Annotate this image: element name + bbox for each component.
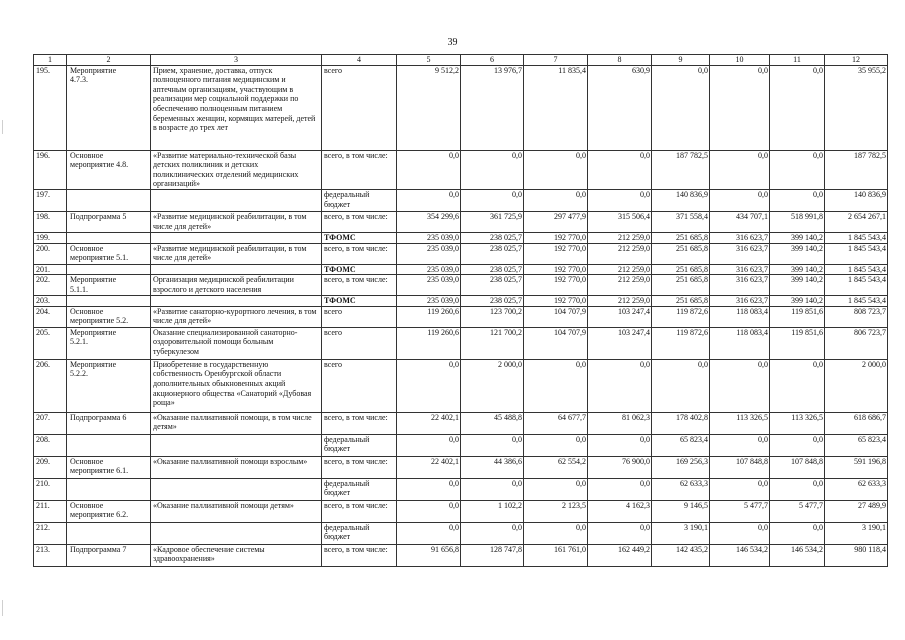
- value-col-11: 0,0: [770, 478, 825, 500]
- value-total: 2 000,0: [825, 359, 888, 412]
- table-row: [34, 544, 888, 566]
- row-number: 198.: [34, 211, 67, 232]
- row-number: 197.: [34, 189, 67, 211]
- value-col-9: 119 872,6: [652, 327, 710, 359]
- value-col-6: 44 386,6: [461, 456, 524, 478]
- value-col-8: 212 259,0: [588, 275, 652, 296]
- program-level: [67, 522, 151, 544]
- value-col-10: 316 623,7: [710, 264, 770, 275]
- value-col-10: 316 623,7: [710, 232, 770, 243]
- value-col-11: 0,0: [770, 522, 825, 544]
- row-number: 209.: [34, 456, 67, 478]
- value-col-11: 399 140,2: [770, 296, 825, 307]
- table-row: [34, 359, 888, 412]
- value-col-6: 0,0: [461, 478, 524, 500]
- value-col-11: 399 140,2: [770, 232, 825, 243]
- value-col-11: 119 851,6: [770, 327, 825, 359]
- value-col-10: 316 623,7: [710, 243, 770, 264]
- program-level: Мероприятие 5.1.1.: [67, 275, 151, 296]
- value-col-6: 2 000,0: [461, 359, 524, 412]
- value-total: 1 845 543,4: [825, 232, 888, 243]
- value-col-8: 212 259,0: [588, 232, 652, 243]
- value-col-8: 0,0: [588, 434, 652, 456]
- value-total: 1 845 543,4: [825, 296, 888, 307]
- value-col-7: 62 554,2: [524, 456, 588, 478]
- value-col-5: 235 039,0: [397, 275, 461, 296]
- table-row: [34, 478, 888, 500]
- value-col-6: 238 025,7: [461, 243, 524, 264]
- value-col-7: 0,0: [524, 359, 588, 412]
- value-col-6: 45 488,8: [461, 412, 524, 434]
- column-number: 9: [652, 55, 710, 66]
- value-col-9: 251 685,8: [652, 243, 710, 264]
- value-col-7: 104 707,9: [524, 327, 588, 359]
- program-name: [151, 189, 322, 211]
- program-level: Основное мероприятие 5.1.: [67, 243, 151, 264]
- value-col-7: 2 123,5: [524, 500, 588, 522]
- column-number: 4: [322, 55, 397, 66]
- value-col-6: 238 025,7: [461, 296, 524, 307]
- program-name: [151, 296, 322, 307]
- value-col-7: 104 707,9: [524, 306, 588, 327]
- value-total: 62 633,3: [825, 478, 888, 500]
- value-col-11: 0,0: [770, 189, 825, 211]
- value-col-5: 0,0: [397, 500, 461, 522]
- budget-table: [33, 54, 888, 567]
- value-col-6: 0,0: [461, 434, 524, 456]
- value-col-8: 103 247,4: [588, 306, 652, 327]
- value-col-5: 22 402,1: [397, 456, 461, 478]
- program-level: Мероприятие 5.2.1.: [67, 327, 151, 359]
- table-row: [34, 434, 888, 456]
- value-col-5: 235 039,0: [397, 232, 461, 243]
- program-name: «Оказание паллиативной помощи взрослым»: [151, 456, 322, 478]
- value-col-10: 0,0: [710, 150, 770, 189]
- funding-source: всего, в том числе:: [322, 412, 397, 434]
- value-total: 618 686,7: [825, 412, 888, 434]
- row-number: 212.: [34, 522, 67, 544]
- program-name: [151, 264, 322, 275]
- program-name: «Кадровое обеспечение системы здравоохранения»: [151, 544, 322, 566]
- value-col-8: 212 259,0: [588, 296, 652, 307]
- value-total: 187 782,5: [825, 150, 888, 189]
- row-number: 207.: [34, 412, 67, 434]
- funding-source: ТФОМС: [322, 264, 397, 275]
- value-col-7: 11 835,4: [524, 65, 588, 150]
- value-col-6: 13 976,7: [461, 65, 524, 150]
- value-col-8: 81 062,3: [588, 412, 652, 434]
- program-name: [151, 232, 322, 243]
- value-col-5: 119 260,6: [397, 327, 461, 359]
- table-row: [34, 296, 888, 307]
- value-col-8: 4 162,3: [588, 500, 652, 522]
- row-number: 206.: [34, 359, 67, 412]
- value-col-10: 0,0: [710, 522, 770, 544]
- value-col-6: 361 725,9: [461, 211, 524, 232]
- binding-edge-mark: [2, 600, 3, 616]
- value-col-8: 76 900,0: [588, 456, 652, 478]
- value-col-9: 0,0: [652, 65, 710, 150]
- value-col-5: 0,0: [397, 478, 461, 500]
- table-row: [34, 412, 888, 434]
- program-name: [151, 522, 322, 544]
- value-col-11: 146 534,2: [770, 544, 825, 566]
- value-total: 1 845 543,4: [825, 243, 888, 264]
- program-name: «Оказание паллиативной помощи детям»: [151, 500, 322, 522]
- value-col-8: 103 247,4: [588, 327, 652, 359]
- row-number: 204.: [34, 306, 67, 327]
- column-number-row: [34, 55, 888, 66]
- row-number: 208.: [34, 434, 67, 456]
- funding-source: всего, в том числе:: [322, 544, 397, 566]
- value-total: 591 196,8: [825, 456, 888, 478]
- program-level: Мероприятие 4.7.3.: [67, 65, 151, 150]
- table-row: [34, 243, 888, 264]
- funding-source: всего, в том числе:: [322, 150, 397, 189]
- funding-source: федеральный бюджет: [322, 434, 397, 456]
- table-row: [34, 500, 888, 522]
- value-total: 1 845 543,4: [825, 275, 888, 296]
- value-col-11: 107 848,8: [770, 456, 825, 478]
- value-col-11: 5 477,7: [770, 500, 825, 522]
- value-col-11: 399 140,2: [770, 243, 825, 264]
- value-col-10: 434 707,1: [710, 211, 770, 232]
- value-col-5: 235 039,0: [397, 264, 461, 275]
- value-col-8: 0,0: [588, 189, 652, 211]
- value-col-8: 212 259,0: [588, 243, 652, 264]
- value-col-9: 187 782,5: [652, 150, 710, 189]
- value-col-10: 5 477,7: [710, 500, 770, 522]
- value-col-10: 107 848,8: [710, 456, 770, 478]
- row-number: 205.: [34, 327, 67, 359]
- funding-source: всего: [322, 359, 397, 412]
- value-col-11: 399 140,2: [770, 264, 825, 275]
- value-col-5: 22 402,1: [397, 412, 461, 434]
- value-col-9: 251 685,8: [652, 296, 710, 307]
- table-row: [34, 150, 888, 189]
- value-col-7: 192 770,0: [524, 275, 588, 296]
- value-col-11: 119 851,6: [770, 306, 825, 327]
- value-col-10: 0,0: [710, 65, 770, 150]
- value-col-10: 0,0: [710, 189, 770, 211]
- funding-source: ТФОМС: [322, 296, 397, 307]
- value-col-9: 178 402,8: [652, 412, 710, 434]
- value-col-7: 192 770,0: [524, 243, 588, 264]
- value-col-6: 238 025,7: [461, 264, 524, 275]
- value-col-7: 0,0: [524, 189, 588, 211]
- program-name: «Оказание паллиативной помощи, в том числе детям»: [151, 412, 322, 434]
- value-col-5: 119 260,6: [397, 306, 461, 327]
- value-col-7: 0,0: [524, 434, 588, 456]
- value-col-5: 91 656,8: [397, 544, 461, 566]
- value-col-10: 316 623,7: [710, 296, 770, 307]
- funding-source: всего, в том числе:: [322, 456, 397, 478]
- funding-source: всего, в том числе:: [322, 275, 397, 296]
- value-col-11: 399 140,2: [770, 275, 825, 296]
- value-col-10: 0,0: [710, 359, 770, 412]
- row-number: 210.: [34, 478, 67, 500]
- value-col-6: 0,0: [461, 522, 524, 544]
- value-col-7: 192 770,0: [524, 232, 588, 243]
- value-total: 65 823,4: [825, 434, 888, 456]
- value-col-8: 0,0: [588, 359, 652, 412]
- value-col-5: 0,0: [397, 359, 461, 412]
- row-number: 200.: [34, 243, 67, 264]
- funding-source: всего, в том числе:: [322, 243, 397, 264]
- value-col-6: 0,0: [461, 150, 524, 189]
- program-name: [151, 434, 322, 456]
- program-level: [67, 434, 151, 456]
- funding-source: федеральный бюджет: [322, 522, 397, 544]
- value-col-7: 192 770,0: [524, 296, 588, 307]
- value-col-10: 118 083,4: [710, 306, 770, 327]
- value-total: 808 723,7: [825, 306, 888, 327]
- table-row: [34, 232, 888, 243]
- value-total: 3 190,1: [825, 522, 888, 544]
- value-col-9: 251 685,8: [652, 275, 710, 296]
- binding-edge-mark: [2, 120, 3, 134]
- column-number: 8: [588, 55, 652, 66]
- table-row: [34, 264, 888, 275]
- value-col-7: 297 477,9: [524, 211, 588, 232]
- value-col-6: 121 700,2: [461, 327, 524, 359]
- page-number: 39: [447, 37, 458, 48]
- value-col-9: 3 190,1: [652, 522, 710, 544]
- table-row: [34, 306, 888, 327]
- table-row: [34, 211, 888, 232]
- value-col-7: 0,0: [524, 478, 588, 500]
- value-col-9: 140 836,9: [652, 189, 710, 211]
- value-col-7: 161 761,0: [524, 544, 588, 566]
- funding-source: всего, в том числе:: [322, 211, 397, 232]
- value-col-9: 62 633,3: [652, 478, 710, 500]
- value-col-8: 0,0: [588, 150, 652, 189]
- value-total: 1 845 543,4: [825, 264, 888, 275]
- funding-source: ТФОМС: [322, 232, 397, 243]
- table-row: [34, 189, 888, 211]
- value-col-7: 0,0: [524, 522, 588, 544]
- value-col-10: 0,0: [710, 478, 770, 500]
- value-col-8: 0,0: [588, 478, 652, 500]
- value-col-9: 251 685,8: [652, 232, 710, 243]
- row-number: 211.: [34, 500, 67, 522]
- value-col-9: 371 558,4: [652, 211, 710, 232]
- value-col-9: 119 872,6: [652, 306, 710, 327]
- value-col-6: 123 700,2: [461, 306, 524, 327]
- value-col-8: 212 259,0: [588, 264, 652, 275]
- value-col-9: 251 685,8: [652, 264, 710, 275]
- column-number: 6: [461, 55, 524, 66]
- value-total: 27 489,9: [825, 500, 888, 522]
- column-number: 12: [825, 55, 888, 66]
- program-level: Основное мероприятие 6.1.: [67, 456, 151, 478]
- program-level: Основное мероприятие 6.2.: [67, 500, 151, 522]
- value-col-10: 118 083,4: [710, 327, 770, 359]
- program-level: [67, 232, 151, 243]
- column-number: 1: [34, 55, 67, 66]
- value-col-8: 0,0: [588, 522, 652, 544]
- program-level: Подпрограмма 7: [67, 544, 151, 566]
- value-col-11: 0,0: [770, 359, 825, 412]
- value-total: 2 654 267,1: [825, 211, 888, 232]
- value-col-6: 238 025,7: [461, 275, 524, 296]
- program-level: [67, 478, 151, 500]
- value-total: 806 723,7: [825, 327, 888, 359]
- program-name: Прием, хранение, доставка, отпуск полноценного питания медицинским и аптечным организациям, участвующим в реализации мер социальной поддержки по обеспечению полноценным питанием беременных женщин, кормящих матерей, детей в возрасте до трех лет: [151, 65, 322, 150]
- value-col-5: 235 039,0: [397, 296, 461, 307]
- row-number: 202.: [34, 275, 67, 296]
- value-col-9: 169 256,3: [652, 456, 710, 478]
- column-number: 3: [151, 55, 322, 66]
- program-name: «Развитие медицинской реабилитации, в том числе для детей»: [151, 211, 322, 232]
- column-number: 5: [397, 55, 461, 66]
- program-level: [67, 296, 151, 307]
- value-col-6: 0,0: [461, 189, 524, 211]
- row-number: 196.: [34, 150, 67, 189]
- value-col-5: 0,0: [397, 434, 461, 456]
- value-col-10: 0,0: [710, 434, 770, 456]
- value-col-11: 0,0: [770, 65, 825, 150]
- program-level: [67, 264, 151, 275]
- row-number: 203.: [34, 296, 67, 307]
- row-number: 213.: [34, 544, 67, 566]
- program-level: Основное мероприятие 4.8.: [67, 150, 151, 189]
- value-col-6: 238 025,7: [461, 232, 524, 243]
- value-col-11: 518 991,8: [770, 211, 825, 232]
- table-row: [34, 65, 888, 150]
- value-col-5: 354 299,6: [397, 211, 461, 232]
- program-level: Подпрограмма 5: [67, 211, 151, 232]
- column-number: 11: [770, 55, 825, 66]
- row-number: 195.: [34, 65, 67, 150]
- value-col-9: 9 146,5: [652, 500, 710, 522]
- value-col-5: 0,0: [397, 150, 461, 189]
- program-level: Мероприятие 5.2.2.: [67, 359, 151, 412]
- value-col-7: 64 677,7: [524, 412, 588, 434]
- value-col-11: 113 326,5: [770, 412, 825, 434]
- value-col-5: 0,0: [397, 522, 461, 544]
- funding-source: всего: [322, 327, 397, 359]
- value-col-8: 630,9: [588, 65, 652, 150]
- value-col-10: 113 326,5: [710, 412, 770, 434]
- row-number: 199.: [34, 232, 67, 243]
- program-name: «Развитие медицинской реабилитации, в том числе для детей»: [151, 243, 322, 264]
- column-number: 2: [67, 55, 151, 66]
- value-col-6: 1 102,2: [461, 500, 524, 522]
- value-col-5: 0,0: [397, 189, 461, 211]
- funding-source: всего: [322, 65, 397, 150]
- program-name: «Развитие санаторно-курортного лечения, в том числе для детей»: [151, 306, 322, 327]
- program-name: Приобретение в государственную собственность Оренбургской области дополнительных обыкновенных акций акционерного общества «Санаторий «Дубовая роща»: [151, 359, 322, 412]
- value-col-7: 192 770,0: [524, 264, 588, 275]
- program-name: Организация медицинской реабилитации взрослого и детского населения: [151, 275, 322, 296]
- program-name: [151, 478, 322, 500]
- value-col-9: 0,0: [652, 359, 710, 412]
- value-col-11: 0,0: [770, 150, 825, 189]
- value-col-5: 9 512,2: [397, 65, 461, 150]
- value-col-5: 235 039,0: [397, 243, 461, 264]
- value-col-9: 65 823,4: [652, 434, 710, 456]
- value-total: 140 836,9: [825, 189, 888, 211]
- value-col-10: 146 534,2: [710, 544, 770, 566]
- value-col-6: 128 747,8: [461, 544, 524, 566]
- column-number: 7: [524, 55, 588, 66]
- table-row: [34, 456, 888, 478]
- funding-source: федеральный бюджет: [322, 478, 397, 500]
- funding-source: всего, в том числе:: [322, 500, 397, 522]
- program-level: Подпрограмма 6: [67, 412, 151, 434]
- row-number: 201.: [34, 264, 67, 275]
- program-name: «Развитие материально-технической базы детских поликлиник и детских поликлинических отделений медицинских организаций»: [151, 150, 322, 189]
- value-col-9: 142 435,2: [652, 544, 710, 566]
- value-total: 35 955,2: [825, 65, 888, 150]
- value-total: 980 118,4: [825, 544, 888, 566]
- column-number: 10: [710, 55, 770, 66]
- value-col-8: 162 449,2: [588, 544, 652, 566]
- table-row: [34, 327, 888, 359]
- value-col-7: 0,0: [524, 150, 588, 189]
- program-level: Основное мероприятие 5.2.: [67, 306, 151, 327]
- value-col-10: 316 623,7: [710, 275, 770, 296]
- funding-source: федеральный бюджет: [322, 189, 397, 211]
- table-row: [34, 275, 888, 296]
- table-row: [34, 522, 888, 544]
- program-name: Оказание специализированной санаторно-оздоровительной помощи больным туберкулезом: [151, 327, 322, 359]
- program-level: [67, 189, 151, 211]
- value-col-8: 315 506,4: [588, 211, 652, 232]
- value-col-11: 0,0: [770, 434, 825, 456]
- funding-source: всего: [322, 306, 397, 327]
